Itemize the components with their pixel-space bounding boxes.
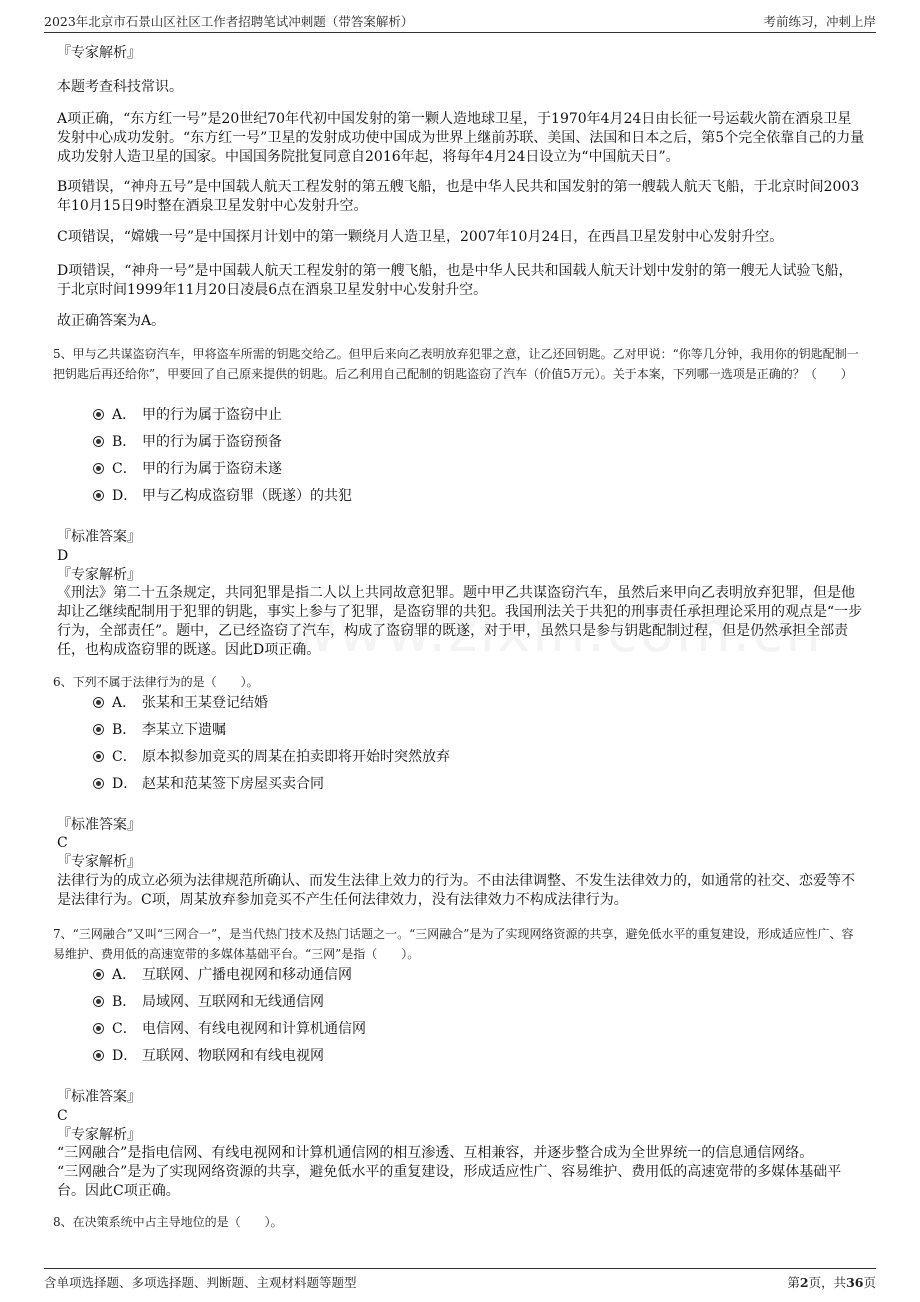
page-number: 第2页，共36页 — [787, 1275, 876, 1290]
q5-stem: 5、甲与乙共谋盗窃汽车，甲将盗车所需的钥匙交给乙。但甲后来向乙表明放弃犯罪之意，让乙还回钥匙。乙对甲说：“你等几分钟，我用你的钥匙配制一把钥匙后再还给你”，甲要回了自己原来提供的钥匙。后乙利用自己配制的钥匙盗窃了汽车（价值5万元）。关于本案，下列哪一选项是正确的？（ ） — [53, 347, 859, 381]
radio-icon[interactable] — [93, 724, 104, 735]
q4-analysis-c: C项错误，“嫦娥一号”是中国探月计划中的第一颗绕月人造卫星，2007年10月24日，在西昌卫星发射中心发射升空。 — [57, 229, 784, 245]
radio-icon[interactable] — [93, 969, 104, 980]
q4-conclusion: 故正确答案为A。 — [57, 313, 166, 329]
radio-icon[interactable] — [93, 1023, 104, 1034]
q4-analysis-d: D项错误，“神舟一号”是中国载人航天工程发射的第一艘飞船，也是中华人民共和国载人航天计划中发射的第一艘无人试验飞船，于北京时间1999年11月20日凌晨6点在酒泉卫星发射中心发射升空。 — [57, 263, 853, 298]
radio-icon[interactable] — [93, 490, 104, 501]
expert-analysis-label: 『专家解析』 — [57, 1127, 141, 1143]
radio-icon[interactable] — [93, 697, 104, 708]
q6-analysis: 法律行为的成立必须为法律规范所确认、而发生法律上效力的行为。不由法律调整、不发生法律效力的，如通常的社交、恋爱等不是法律行为。C项，周某放弃参加竞买不产生任何法律效力，没有法律效力不构成法律行为。 — [57, 873, 855, 908]
footer-note: 含单项选择题、多项选择题、判断题、主观材料题等题型 — [44, 1275, 357, 1290]
standard-answer-label: 『标准答案』 — [57, 817, 141, 833]
radio-icon[interactable] — [93, 436, 104, 447]
radio-icon[interactable] — [93, 1050, 104, 1061]
q5-option-a[interactable]: A． 甲的行为属于盗窃中止 — [93, 404, 282, 426]
q5-option-b[interactable]: B． 甲的行为属于盗窃预备 — [93, 431, 282, 453]
header-slogan: 考前练习，冲刺上岸 — [763, 14, 876, 29]
q7-analysis-1: “三网融合”是指电信网、有线电视网和计算机通信网的相互渗透、互相兼容，并逐步整合成为全世界统一的信息通信网络。 — [57, 1145, 814, 1161]
q7-option-d[interactable]: D． 互联网、物联网和有线电视网 — [93, 1045, 324, 1067]
q7-stem: 7、“三网融合”又叫“三网合一”，是当代热门技术及热门话题之一。“三网融合”是为了实现网络资源的共享，避免低水平的重复建设，形成适应性广、容易维护、费用低的高速宽带的多媒体基础平台。“三网”是指（ ）。 — [53, 927, 854, 961]
q6-answer: C — [57, 835, 68, 851]
page-header — [44, 10, 876, 33]
document-title: 2023年北京市石景山区社区工作者招聘笔试冲刺题（带答案解析） — [44, 14, 414, 29]
q7-answer: C — [57, 1108, 68, 1124]
standard-answer-label: 『标准答案』 — [57, 1089, 141, 1105]
q4-analysis-a: A项正确，“东方红一号”是20世纪70年代初中国发射的第一颗人造地球卫星，于1970年4月24日由长征一号运载火箭在酒泉卫星发射中心成功发射。“东方红一号”卫星的发射成功使中国成为世界上继前苏联、美国、法国和日本之后，第5个完全依靠自己的力量成功发射人造卫星的国家。中国国务院批复同意自2016年起，将每年4月24日设立为“中国航天日”。 — [57, 111, 865, 165]
q6-option-a[interactable]: A． 张某和王某登记结婚 — [93, 692, 268, 714]
radio-icon[interactable] — [93, 463, 104, 474]
radio-icon[interactable] — [93, 751, 104, 762]
q6-option-b[interactable]: B． 李某立下遗嘱 — [93, 719, 226, 741]
q5-option-d[interactable]: D． 甲与乙构成盗窃罪（既遂）的共犯 — [93, 485, 352, 507]
q5-analysis: 《刑法》第二十五条规定，共同犯罪是指二人以上共同故意犯罪。题中甲乙共谋盗窃汽车，虽然后来甲向乙表明放弃犯罪，但是他却让乙继续配制用于犯罪的钥匙，事实上参与了犯罪，是盗窃罪的共犯。我国刑法关于共犯的刑事责任承担理论采用的观点是“一步行为，全部责任”。题中，乙已经盗窃了汽车，构成了盗窃罪的既遂，对于甲，虽然只是参与钥匙配制过程，但是仍然承担全部责任，也构成盗窃罪的既遂。因此D项正确。 — [57, 585, 863, 658]
radio-icon[interactable] — [93, 409, 104, 420]
q6-option-c[interactable]: C． 原本拟参加竞买的周某在拍卖即将开始时突然放弃 — [93, 746, 450, 768]
current-page: 2 — [799, 1275, 809, 1290]
q7-option-c[interactable]: C． 电信网、有线电视网和计算机通信网 — [93, 1018, 366, 1040]
q4-analysis-intro: 本题考查科技常识。 — [57, 79, 183, 95]
expert-analysis-label: 『专家解析』 — [57, 45, 141, 61]
total-pages: 36 — [846, 1275, 864, 1290]
q4-analysis-b: B项错误，“神舟五号”是中国载人航天工程发射的第五艘飞船，也是中华人民共和国发射的第一艘载人航天飞船，于北京时间2003年10月15日9时整在酒泉卫星发射中心发射升空。 — [57, 179, 860, 214]
q6-option-d[interactable]: D． 赵某和范某签下房屋买卖合同 — [93, 773, 324, 795]
expert-analysis-label: 『专家解析』 — [57, 854, 141, 870]
q7-option-a[interactable]: A． 互联网、广播电视网和移动通信网 — [93, 964, 352, 986]
radio-icon[interactable] — [93, 778, 104, 789]
page-footer — [44, 1268, 876, 1291]
expert-analysis-label: 『专家解析』 — [57, 567, 141, 583]
q7-option-b[interactable]: B． 局域网、互联网和无线通信网 — [93, 991, 324, 1013]
radio-icon[interactable] — [93, 996, 104, 1007]
q7-analysis-2: “三网融合”是为了实现网络资源的共享，避免低水平的重复建设，形成适应性广、容易维护、费用低的高速宽带的多媒体基础平台。因此C项正确。 — [57, 1164, 842, 1199]
q5-option-c[interactable]: C． 甲的行为属于盗窃未遂 — [93, 458, 282, 480]
standard-answer-label: 『标准答案』 — [57, 529, 141, 545]
q8-stem: 8、在决策系统中占主导地位的是（ ）。 — [53, 1215, 283, 1229]
q6-stem: 6、下列不属于法律行为的是（ ）。 — [53, 675, 259, 689]
q5-answer: D — [57, 548, 69, 564]
